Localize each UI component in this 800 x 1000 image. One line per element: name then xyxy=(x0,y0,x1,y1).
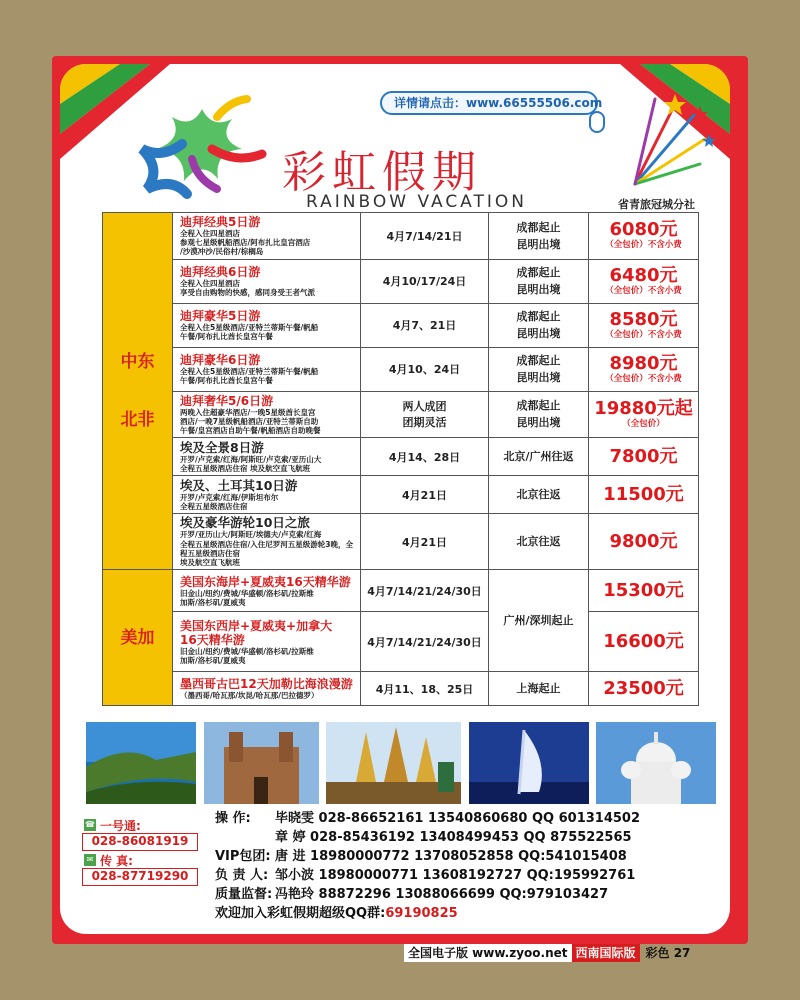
hotline-label: 一号通: xyxy=(100,819,141,833)
tour-price-cell xyxy=(589,570,699,612)
tour-dates: 4月11、18、25日 xyxy=(361,672,489,706)
branch-name: 省青旅冠城分社 xyxy=(618,198,695,211)
tour-name[interactable]: 埃及全景8日游 xyxy=(180,439,264,455)
tour-price: 6080元 xyxy=(609,219,678,241)
tour-info-cell xyxy=(173,514,361,570)
tour-name[interactable]: 美国东海岸+夏威夷16天精华游 xyxy=(180,574,351,589)
tour-info-cell xyxy=(173,612,361,672)
tour-dates: 4月10/17/24日 xyxy=(361,259,489,303)
tour-price: 15300元 xyxy=(603,579,684,601)
contact-row: 操 作: 毕晓雯 028-86652161 13540860680 QQ 601314502 xyxy=(215,811,641,826)
tour-price: 11500元 xyxy=(603,483,684,505)
tour-departure: 成都起止 昆明出境 xyxy=(489,347,589,391)
footer-page: 彩色 27 xyxy=(645,946,691,960)
tour-info-cell xyxy=(173,476,361,514)
tour-departure: 成都起止 昆明出境 xyxy=(489,303,589,347)
page-footer xyxy=(404,944,696,962)
tour-description: 旧金山/纽约/费城/华盛顿/洛杉矶/拉斯维 加斯/洛杉矶/夏威夷 xyxy=(180,646,314,665)
tour-departure: 成都起止 昆明出境 xyxy=(489,391,589,438)
tour-price: 7800元 xyxy=(609,445,678,467)
tour-description: 开罗/卢克索/红海/伊斯坦布尔 全程五星级酒店住宿 xyxy=(180,492,279,511)
tour-info-cell xyxy=(173,259,361,303)
tour-row xyxy=(103,476,699,514)
tour-description: 全程入住四星酒店 参观七星级帆船酒店/阿布扎比皇宫酒店 /沙漠冲沙/民俗村/棕榈岛 xyxy=(180,229,311,257)
phone-icon: ☎ xyxy=(85,820,95,829)
tour-row xyxy=(103,347,699,391)
tour-dates: 4月10、24日 xyxy=(361,347,489,391)
website-link[interactable]: 详情请点击：www.66555506.com xyxy=(380,91,598,115)
tour-dates: 两人成团 团期灵活 xyxy=(361,391,489,438)
tour-row xyxy=(103,612,699,672)
tour-row xyxy=(103,514,699,570)
tour-dates: 4月14、28日 xyxy=(361,438,489,476)
tour-price: 19880元起 xyxy=(594,397,693,419)
tour-name[interactable]: 墨西哥古巴12天加勒比海浪漫游 xyxy=(180,677,353,692)
tour-description: 全程入住5星级酒店/亚特兰蒂斯午餐/帆船 午餐/阿布扎比酋长皇宫午餐 xyxy=(180,322,319,342)
tour-price-cell xyxy=(589,259,699,303)
price-note: （全包价） xyxy=(622,418,665,429)
brand-subtitle: RAINBOW VACATION xyxy=(306,192,527,212)
tour-info-cell xyxy=(173,391,361,438)
tour-description: （墨西哥/哈瓦那/坎昆/哈瓦那/巴拉德罗） xyxy=(180,691,319,701)
footer-edition: 西南国际版 xyxy=(572,944,640,962)
price-note: （全包价）不含小费 xyxy=(605,329,682,340)
brand-title: 彩虹假期 xyxy=(282,147,482,198)
tour-info-cell xyxy=(173,303,361,347)
region-label: 美加 xyxy=(120,627,155,648)
tour-description: 开罗/卢克索/红海/阿斯旺/卢克索/亚历山大 全程五星级酒店住宿 埃及航空直飞航班 xyxy=(180,454,322,473)
footer-site[interactable]: 全国电子版 www.zyoo.net xyxy=(404,944,572,962)
hotline-box xyxy=(82,816,198,886)
tour-price: 6480元 xyxy=(609,264,678,286)
tour-price: 8980元 xyxy=(609,352,678,374)
ad-panel xyxy=(60,64,730,934)
tour-price: 16600元 xyxy=(603,630,684,652)
tour-description: 两晚入住超豪华酒店/一晚5星级酋长皇宫 酒店/一晚7星级帆船酒店/亚特兰蒂斯自助 午餐/皇宫酒店自助午餐/帆船酒店自助晚餐 xyxy=(180,407,321,436)
tour-price-cell xyxy=(589,303,699,347)
tour-price-cell xyxy=(589,347,699,391)
tour-price-cell xyxy=(589,391,699,438)
tour-row xyxy=(103,213,699,260)
region-americas xyxy=(103,570,173,706)
tour-info-cell xyxy=(173,347,361,391)
tour-departure: 北京往返 xyxy=(489,514,589,570)
tour-dates: 4月21日 xyxy=(361,514,489,570)
tour-name[interactable]: 埃及、土耳其10日游 xyxy=(180,477,298,493)
region-label: 北非 xyxy=(120,410,155,431)
temple-photo xyxy=(326,722,461,804)
tour-price-table xyxy=(102,212,699,706)
tour-info-cell xyxy=(173,672,361,706)
rainbow-star-logo-icon xyxy=(122,89,282,204)
tour-dates: 4月21日 xyxy=(361,476,489,514)
fax-number: 028-87719290 xyxy=(82,868,198,886)
tour-description: 全程入住四星酒店 享受自由购物的快感，感同身受王者气派 xyxy=(180,278,315,298)
mouse-icon xyxy=(589,111,605,133)
region-label: 中东 xyxy=(120,352,155,373)
qq-group-number[interactable]: 69190825 xyxy=(385,906,458,921)
price-note: （全包价）不含小费 xyxy=(605,373,682,384)
contact-row: 负 责 人: 邹小波 18980000771 13608192727 QQ:195992761 xyxy=(215,868,636,883)
tour-info-cell xyxy=(173,438,361,476)
tour-row xyxy=(103,438,699,476)
tour-description: 开罗/亚历山大/阿斯旺/埃德夫/卢克索/红海 全程五星级酒店住宿/入住尼罗河五星级游轮3晚，全程五星级酒店住宿 埃及航空直飞航班 xyxy=(180,530,353,567)
tour-departure: 北京往返 xyxy=(489,476,589,514)
tour-name[interactable]: 迪拜豪华6日游 xyxy=(180,352,261,367)
burj-al-arab-photo xyxy=(469,722,589,804)
tour-description: 全程入住5星级酒店/亚特兰蒂斯午餐/帆船 午餐/阿布扎比酋长皇宫午餐 xyxy=(180,366,319,386)
tour-price-cell xyxy=(589,438,699,476)
tour-price: 8580元 xyxy=(609,308,678,330)
tour-name[interactable]: 埃及豪华游轮10日之旅 xyxy=(180,515,310,531)
tour-row xyxy=(103,303,699,347)
tour-name[interactable]: 迪拜经典6日游 xyxy=(180,264,261,279)
tour-name[interactable]: 迪拜豪华5日游 xyxy=(180,308,261,323)
tour-name[interactable]: 迪拜奢华5/6日游 xyxy=(180,393,274,408)
tour-description: 旧金山/纽约/费城/华盛顿/洛杉矶/拉斯维 加斯/洛杉矶/夏威夷 xyxy=(180,588,314,607)
tour-name[interactable]: 迪拜经典5日游 xyxy=(180,215,261,229)
tour-info-cell xyxy=(173,570,361,612)
contact-row: 章 婷 028-85436192 13408499453 QQ 875522565 xyxy=(275,830,632,845)
destination-photo-strip xyxy=(86,722,716,804)
tour-name[interactable]: 美国东西岸+夏威夷+加拿大 16天精华游 xyxy=(180,618,333,647)
tour-departure: 上海起止 xyxy=(489,672,589,706)
tour-dates: 4月7、21日 xyxy=(361,303,489,347)
tour-departure: 成都起止 昆明出境 xyxy=(489,259,589,303)
castle-photo xyxy=(204,722,319,804)
tour-info-cell xyxy=(173,213,361,260)
tour-price-cell xyxy=(589,514,699,570)
tour-row xyxy=(103,570,699,612)
tour-dates: 4月7/14/21日 xyxy=(361,213,489,260)
tour-departure: 北京/广州往返 xyxy=(489,438,589,476)
contact-row: VIP包团: 唐 进 18980000772 13708052858 QQ:541015408 xyxy=(215,849,627,864)
fax-icon: ✉ xyxy=(84,854,96,866)
qq-group-row: 欢迎加入彩虹假期超级QQ群:69190825 xyxy=(215,906,458,921)
tour-price-cell xyxy=(589,612,699,672)
fireworks-starburst-icon xyxy=(605,84,715,194)
region-middle-east-north-africa xyxy=(103,213,173,570)
tour-price: 23500元 xyxy=(603,677,684,699)
coastline-photo xyxy=(86,722,196,804)
hotline-number: 028-86081919 xyxy=(82,833,198,851)
tour-dates: 4月7/14/21/24/30日 xyxy=(361,570,489,612)
tour-price-cell xyxy=(589,672,699,706)
tour-dates: 4月7/14/21/24/30日 xyxy=(361,612,489,672)
basilica-photo xyxy=(596,722,716,804)
tour-row xyxy=(103,391,699,438)
tour-price-cell xyxy=(589,213,699,260)
tour-row xyxy=(103,259,699,303)
tour-departure: 成都起止 昆明出境 xyxy=(489,213,589,260)
fax-label: 传 真: xyxy=(100,854,133,868)
tour-price-cell xyxy=(589,476,699,514)
tour-row xyxy=(103,672,699,706)
tour-departure: 广州/深圳起止 xyxy=(489,570,589,672)
tour-price: 9800元 xyxy=(609,530,678,552)
price-note: （全包价）不含小费 xyxy=(605,240,682,251)
price-note: （全包价）不含小费 xyxy=(605,285,682,296)
contact-row: 质量监督: 冯艳玲 88872296 13088066699 QQ:979103427 xyxy=(215,887,609,902)
